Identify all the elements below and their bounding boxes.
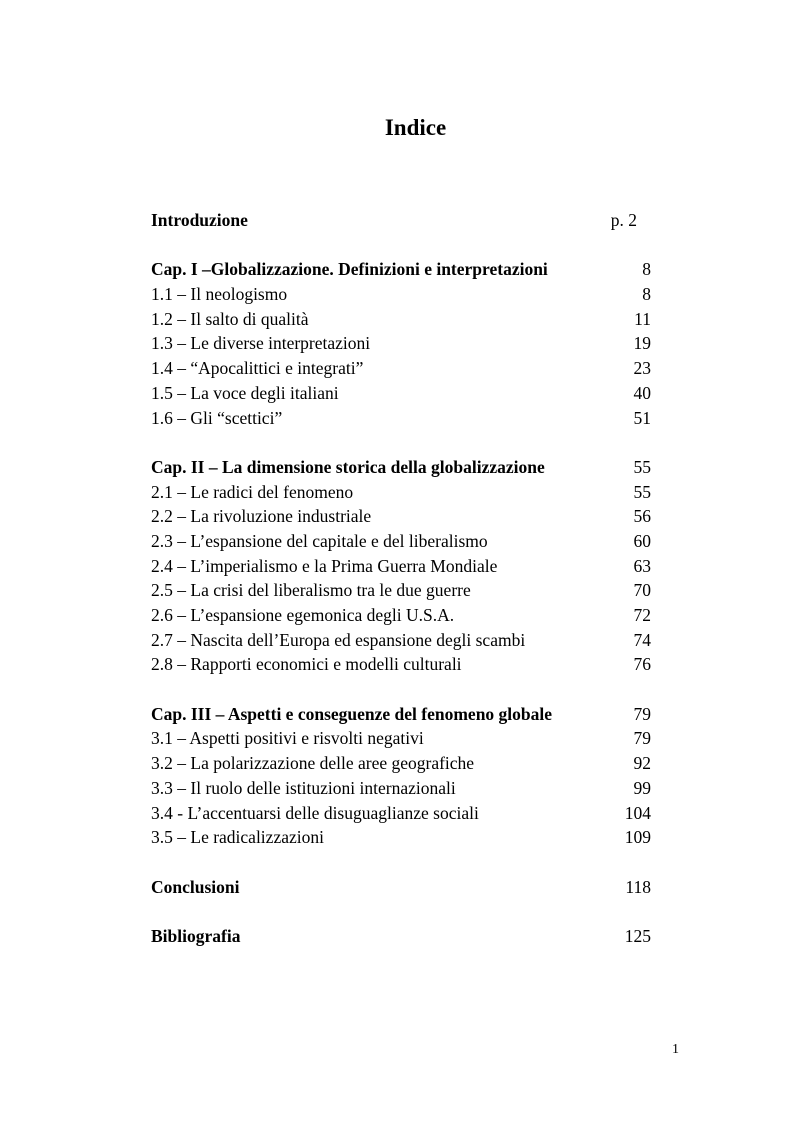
- toc-entry-page: 60: [633, 530, 651, 551]
- toc-entry-conclusions: [151, 875, 651, 900]
- toc-entry-page: 92: [633, 753, 651, 774]
- toc-section-3-1: [151, 726, 651, 751]
- toc-entry-page: 56: [633, 506, 651, 527]
- toc-entry-page: 63: [633, 555, 651, 576]
- toc-section-2-1: [151, 480, 651, 505]
- toc-section-3-2: [151, 751, 651, 776]
- toc-entry-label: 3.2 – La polarizzazione delle aree geografiche: [151, 753, 475, 774]
- toc-entry-page: 70: [633, 580, 651, 601]
- toc-entry-page: 51: [633, 407, 651, 428]
- toc-entry-introduction: [151, 208, 651, 233]
- toc-entry-label: Cap. III – Aspetti e conseguenze del fenomeno globale: [151, 703, 553, 724]
- toc-section-3-5: [151, 825, 651, 850]
- toc-entry-page: 19: [633, 333, 651, 354]
- toc-section-2-8: [151, 652, 651, 677]
- toc-section-1-5: [151, 381, 651, 406]
- page-number: 1: [672, 1042, 679, 1057]
- toc-entry-label: 1.1 – Il neologismo: [151, 284, 288, 305]
- toc-entry-label: 2.8 – Rapporti economici e modelli culturali: [151, 654, 462, 675]
- toc-section-2-4: [151, 554, 651, 579]
- toc-entry-label: 2.4 – L’imperialismo e la Prima Guerra Mondiale: [151, 555, 498, 576]
- toc-entry-label: Introduzione: [151, 210, 248, 230]
- toc-entry-page: 72: [633, 605, 651, 625]
- toc-entry-page: 125: [624, 925, 651, 946]
- toc-section-2-3: [151, 529, 651, 554]
- toc-entry-page: 76: [633, 654, 651, 675]
- toc-section-1-6: [151, 406, 651, 431]
- toc-section-1-3: [151, 331, 651, 356]
- toc-entry-label: Cap. I –Globalizzazione. Definizioni e interpretazioni: [151, 259, 548, 280]
- toc-section-2-6: [151, 603, 651, 628]
- toc-entry-label: 3.3 – Il ruolo delle istituzioni internazionali: [151, 777, 456, 798]
- toc-entry-page: 55: [633, 456, 651, 477]
- toc-chapter-1-heading: [151, 257, 651, 282]
- toc-entry-label: Cap. II – La dimensione storica della globalizzazione: [151, 456, 545, 477]
- toc-entry-label: 2.6 – L’espansione egemonica degli U.S.A.: [151, 605, 455, 625]
- toc-entry-page: 8: [642, 284, 651, 305]
- toc-section-3-3: [151, 776, 651, 801]
- toc-section-2-7: [151, 628, 651, 653]
- toc-section-2-2: [151, 504, 651, 529]
- toc-entry-label: 3.1 – Aspetti positivi e risvolti negativi: [151, 728, 424, 749]
- toc-entry-page: 109: [624, 827, 651, 848]
- toc-entry-label: 2.1 – Le radici del fenomeno: [151, 481, 354, 502]
- toc-entry-label: 1.3 – Le diverse interpretazioni: [151, 333, 371, 354]
- toc-section-2-5: [151, 578, 651, 603]
- toc-entry-page: p. 2: [610, 210, 637, 230]
- toc-entry-label: 3.5 – Le radicalizzazioni: [151, 827, 324, 848]
- toc-entry-label: 2.2 – La rivoluzione industriale: [151, 506, 372, 527]
- toc-entry-page: 40: [633, 382, 651, 403]
- toc-section-1-1: [151, 282, 651, 307]
- toc-chapter-2-heading: [151, 455, 651, 480]
- toc-section-1-2: [151, 307, 651, 332]
- table-of-contents: [151, 208, 651, 949]
- toc-entry-label: 2.3 – L’espansione del capitale e del liberalismo: [151, 530, 488, 551]
- toc-entry-page: 104: [624, 802, 651, 823]
- toc-entry-label: 1.6 – Gli “scettici”: [151, 407, 283, 428]
- toc-section-1-4: [151, 356, 651, 381]
- toc-entry-label: 1.4 – “Apocalittici e integrati”: [151, 358, 364, 379]
- toc-chapter-3-heading: [151, 702, 651, 727]
- toc-entry-page: 55: [633, 481, 651, 502]
- toc-entry-label: 2.5 – La crisi del liberalismo tra le due guerre: [151, 580, 471, 601]
- toc-entry-page: 8: [642, 259, 651, 280]
- toc-entry-page: 11: [634, 308, 651, 329]
- toc-entry-label: Bibliografia: [151, 925, 241, 946]
- toc-entry-label: 2.7 – Nascita dell’Europa ed espansione degli scambi: [151, 629, 526, 650]
- toc-entry-page: 23: [633, 358, 651, 379]
- toc-entry-label: 1.5 – La voce degli italiani: [151, 382, 339, 403]
- toc-entry-page: 74: [633, 629, 651, 650]
- toc-entry-page: 79: [633, 703, 651, 724]
- toc-entry-label: 3.4 - L’accentuarsi delle disuguaglianze sociali: [151, 802, 479, 823]
- toc-entry-page: 99: [633, 777, 651, 798]
- toc-entry-label: 1.2 – Il salto di qualità: [151, 308, 309, 329]
- toc-section-3-4: [151, 801, 651, 826]
- page-title: Indice: [384, 115, 447, 140]
- toc-entry-page: 79: [633, 728, 651, 749]
- toc-entry-label: Conclusioni: [151, 876, 240, 897]
- toc-entry-page: 118: [625, 876, 651, 897]
- toc-entry-bibliography: [151, 924, 651, 949]
